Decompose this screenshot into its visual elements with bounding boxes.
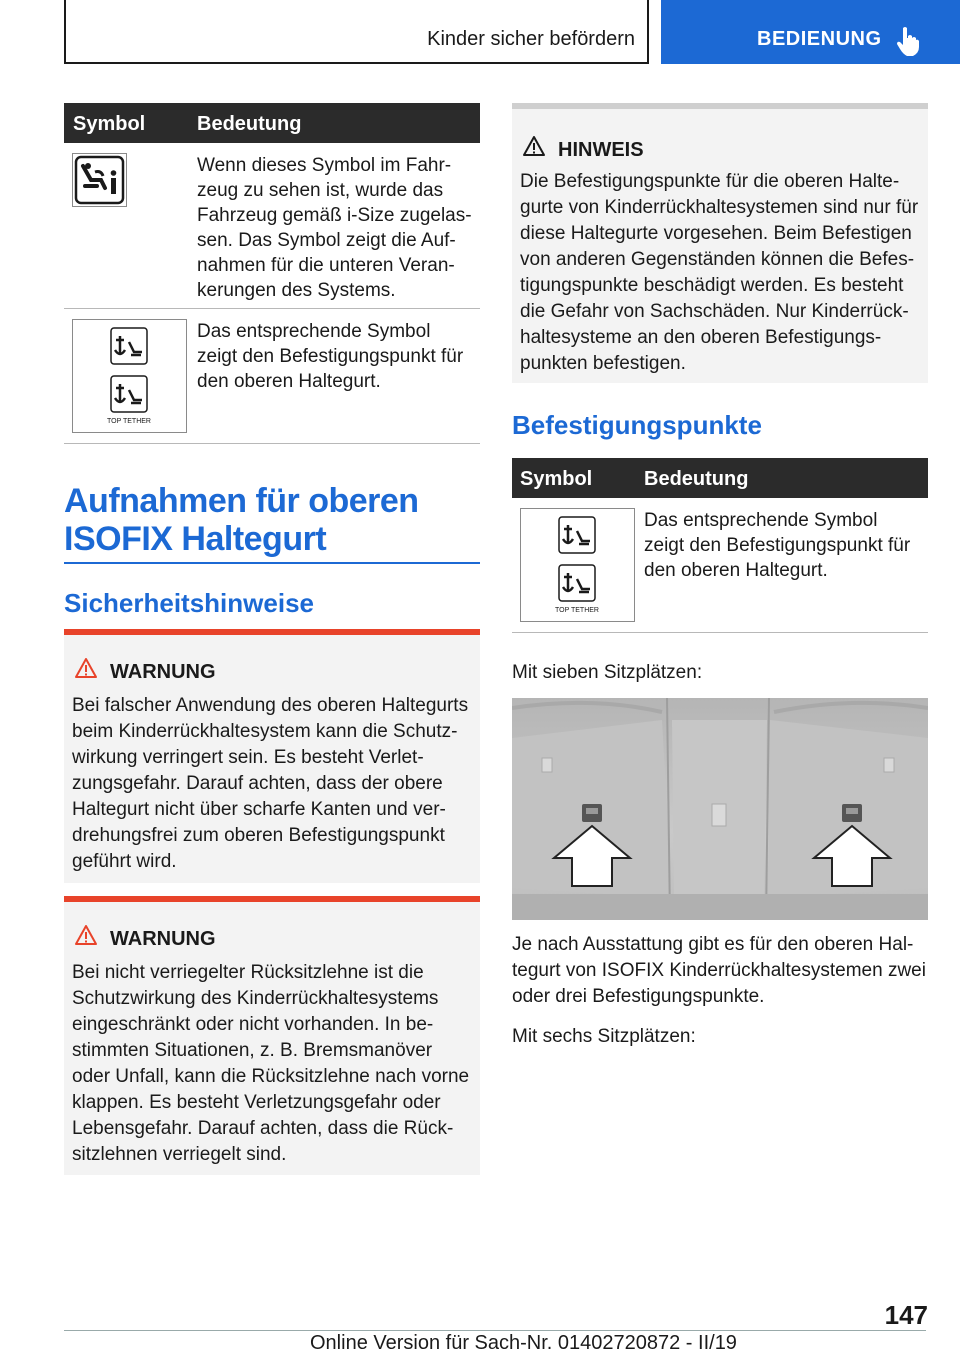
header-chapter-box xyxy=(64,0,649,64)
col-meaning: Bedeutung xyxy=(644,468,749,490)
warning-box-2 xyxy=(64,896,480,1175)
child-seat-isize-icon xyxy=(73,154,126,206)
hint-box xyxy=(512,103,928,383)
cargo-area-photo xyxy=(512,698,928,920)
table-row xyxy=(512,498,928,633)
warning-triangle-icon xyxy=(74,657,98,679)
top-tether-icon xyxy=(521,509,634,621)
hint-title: HINWEIS xyxy=(558,139,644,161)
symbol-table-2 xyxy=(512,458,928,633)
six-seats-label: Mit sechs Sitzplätzen: xyxy=(512,1026,696,1047)
table-row xyxy=(64,309,480,444)
row-text: Das entsprechende Symbol zeigt den Befestigungspunkt für den oberen Haltegurt. xyxy=(197,321,464,392)
seat-backs-illustration xyxy=(512,698,928,920)
warning-text: Bei nicht verriegelter Rücksitzlehne ist die Schutzwirkung des Kinderrückhaltesystems eingeschränkt oder nicht vorhanden. In be- stimmten Situationen, z. B. Bremsmanöver oder Unfall, kann die Rücksitzlehne nach vorne klappen. Es besteht Verletzungsgefahr oder Lebensgefahr. Darauf achten, dass die Rück- sitzlehnen verriegelt sind. xyxy=(72,962,470,1165)
footer-text: Online Version für Sach-Nr. 01402720872 - II/19 xyxy=(310,1332,737,1354)
page-number: 147 xyxy=(884,1300,928,1330)
section-title: BEDIENUNG xyxy=(757,28,882,50)
row-text: Das entsprechende Symbol zeigt den Befestigungspunkt für den oberen Haltegurt. xyxy=(644,510,911,581)
header-section-box xyxy=(661,0,960,64)
col-symbol: Symbol xyxy=(73,113,146,135)
top-tether-icon xyxy=(73,320,186,432)
warning-title: WARNUNG xyxy=(110,661,216,683)
warning-text: Bei falscher Anwendung des oberen Haltegurts beim Kinderrückhaltesystem kann die Schutz- wirkung verringert sein. Es besteht Verlet- zungsgefahr. Darauf achten, dass der obere Haltegurt nicht über scharfe Kanten und ver- drehungsfrei zum oberen Befestigungspunkt geführt wird. xyxy=(72,695,469,872)
warning-box-1 xyxy=(64,629,480,883)
col-symbol: Symbol xyxy=(520,468,593,490)
chapter-title: Kinder sicher befördern xyxy=(427,28,635,50)
warning-title: WARNUNG xyxy=(110,928,216,950)
points-heading: Befestigungspunkte xyxy=(512,410,762,440)
top-tether-caption: TOP TETHER xyxy=(555,607,599,614)
footer-rule xyxy=(64,1330,926,1331)
isize-symbol xyxy=(72,153,127,207)
top-tether-symbol xyxy=(520,508,635,622)
table-header xyxy=(64,103,480,143)
hint-text: Die Befestigungspunkte für die oberen Halte- gurte von Kinderrückhaltesystemen sind nur für diese Haltegurte vorgesehen. Beim Befestigen von anderen Gegenständen können die Befes- tigungspunkte beschädigt werden. Es besteht die Gefahr von Sachschäden. Nur Kinderrück- haltesysteme an den oberen Befestigungs- punkten befestigen. xyxy=(520,171,919,374)
warning-triangle-icon xyxy=(522,135,546,157)
symbol-table-1 xyxy=(64,103,480,444)
table-header xyxy=(512,458,928,498)
warning-triangle-icon xyxy=(74,924,98,946)
safety-heading: Sicherheitshinweise xyxy=(64,588,314,618)
col-meaning: Bedeutung xyxy=(197,113,302,135)
equipment-text: Je nach Ausstattung gibt es für den oberen Hal- tegurt von ISOFIX Kinderrückhaltesystemen zwei oder drei Befestigungspunkte. xyxy=(512,934,926,1007)
seven-seats-label: Mit sieben Sitzplätzen: xyxy=(512,662,703,683)
top-tether-caption: TOP TETHER xyxy=(107,418,151,425)
heading-rule xyxy=(64,562,480,564)
table-row xyxy=(64,143,480,309)
row-text: Wenn dieses Symbol im Fahr- zeug zu sehen ist, wurde das Fahrzeug gemäß i-Size zugelas- sen. Das Symbol zeigt die Auf- nahmen für die unteren Veran- kerungen des Systems. xyxy=(197,155,472,301)
main-heading: Aufnahmen für oberen ISOFIX Haltegurt xyxy=(64,482,419,558)
pointing-hand-icon xyxy=(896,26,920,56)
top-tether-symbol xyxy=(72,319,187,433)
